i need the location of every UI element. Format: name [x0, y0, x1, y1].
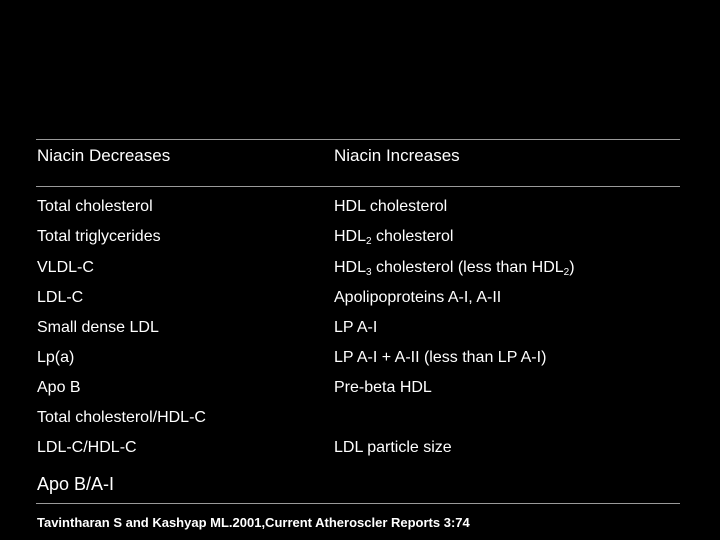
decrease-item: LDL-C	[37, 289, 84, 306]
decrease-item: Lp(a)	[37, 349, 75, 366]
header-rule	[36, 186, 680, 187]
decrease-item-apo-ratio: Apo B/A-I	[37, 474, 115, 494]
increase-text: HDL	[334, 259, 367, 276]
bottom-rule	[36, 503, 680, 504]
decrease-item: Small dense LDL	[37, 319, 159, 336]
subscript: 2	[563, 267, 570, 278]
decrease-item: Total cholesterol/HDL-C	[37, 409, 206, 426]
increase-item: HDL cholesterol	[334, 198, 448, 215]
increase-item: Pre-beta HDL	[334, 379, 432, 396]
decrease-item: Total triglycerides	[37, 228, 161, 245]
header-increases: Niacin Increases	[334, 146, 460, 165]
increase-text: cholesterol (less than HDL	[371, 259, 564, 276]
increase-text: )	[569, 259, 575, 276]
decrease-item: Total cholesterol	[37, 198, 153, 215]
decrease-item: VLDL-C	[37, 259, 94, 276]
increase-text: cholesterol	[371, 228, 454, 245]
decrease-item: Apo B	[37, 379, 81, 396]
subscript: 2	[366, 236, 372, 247]
increase-item	[334, 227, 453, 247]
top-rule	[36, 139, 680, 140]
increase-item: LP A-I + A-II (less than LP A-I)	[334, 349, 547, 366]
increase-text: HDL	[334, 228, 367, 245]
citation: Tavintharan S and Kashyap ML.2001,Current Atheroscler Reports 3:74	[37, 515, 470, 530]
decrease-item: LDL-C/HDL-C	[37, 439, 137, 456]
increase-item: Apolipoproteins A-I, A-II	[334, 289, 502, 306]
increase-item	[334, 258, 575, 278]
increase-item: LP A-I	[334, 319, 378, 336]
header-decreases: Niacin Decreases	[37, 146, 171, 165]
increase-item: LDL particle size	[334, 439, 452, 456]
subscript: 3	[366, 267, 372, 278]
